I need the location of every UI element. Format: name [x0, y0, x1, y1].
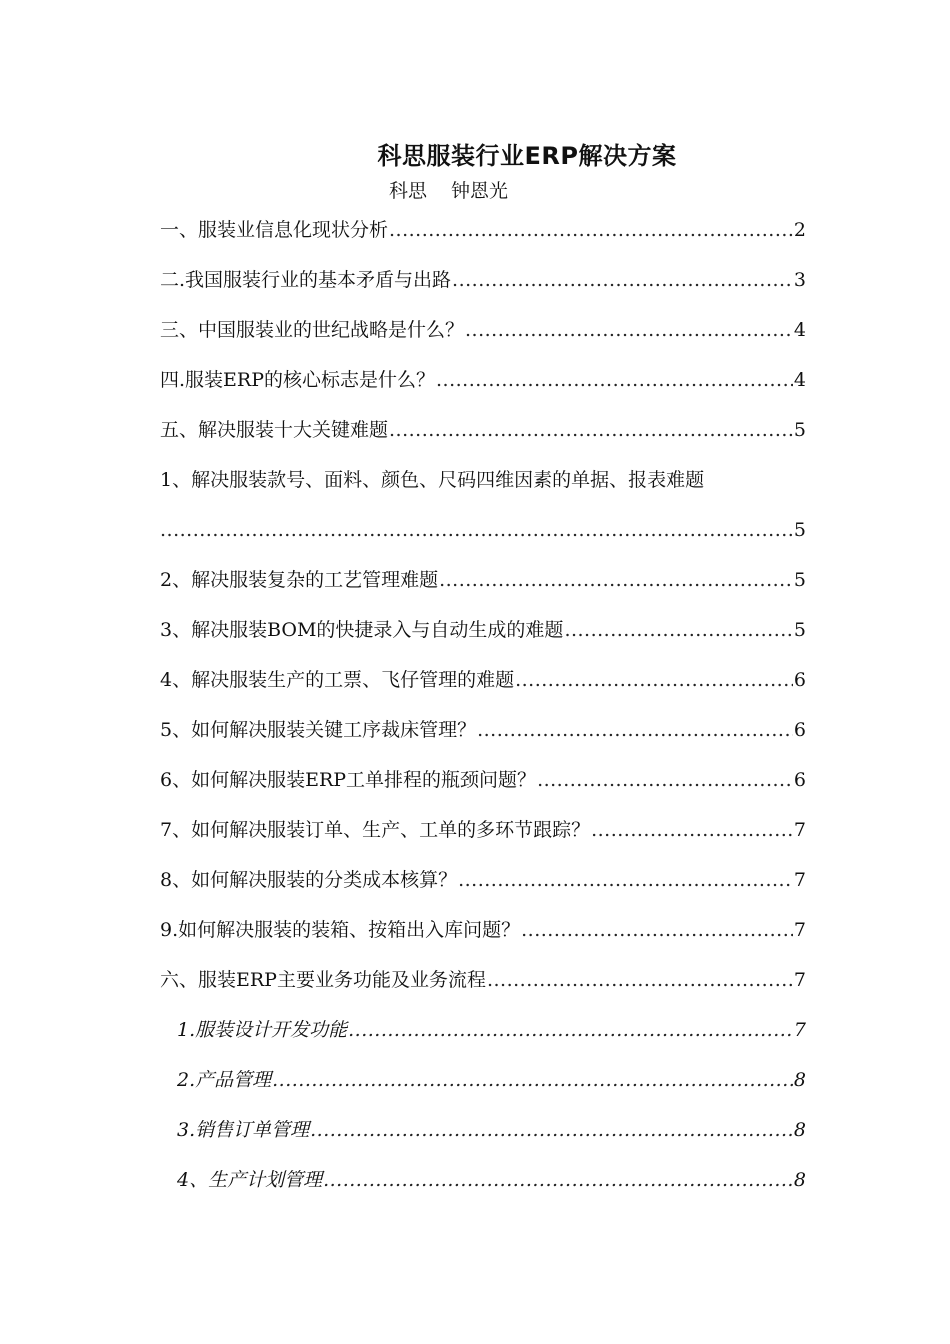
toc-entry[interactable] [160, 655, 806, 705]
toc-entry[interactable] [160, 705, 806, 755]
toc-entry-label: 2、解决服装复杂的工艺管理难题 [160, 568, 439, 591]
document-title: 科思服装行业ERP解决方案 [377, 142, 677, 170]
author-name: 钟恩光 [451, 180, 509, 202]
toc-entry[interactable] [160, 455, 806, 505]
toc-entry[interactable] [160, 805, 806, 855]
toc-entry-page: 7 [793, 818, 806, 841]
toc-entry-label: 三、中国服装业的世纪战略是什么？ [160, 318, 465, 341]
toc-entry[interactable] [160, 355, 806, 405]
toc-entry-page: 2 [793, 218, 806, 241]
document-author [389, 176, 508, 203]
toc-entry-page: 7 [793, 918, 806, 941]
toc-entry-label: 7、如何解决服装订单、生产、工单的多环节跟踪？ [160, 818, 591, 841]
toc-entry-label: 4、解决服装生产的工票、飞仔管理的难题 [160, 668, 515, 691]
author-org: 科思 [389, 180, 428, 202]
toc-entry-label: 1、解决服装款号、面料、颜色、尺码四维因素的单据、报表难题 [160, 468, 705, 491]
toc-entry-page: 4 [793, 318, 806, 341]
toc-entry[interactable] [160, 405, 806, 455]
toc-entry-page: 3 [793, 268, 806, 291]
toc-entry[interactable] [160, 955, 806, 1005]
toc-entry[interactable] [160, 305, 806, 355]
toc-entry-label: 1.服装设计开发功能 [177, 1018, 348, 1041]
toc-entry-page: 6 [793, 718, 806, 741]
toc-subentry[interactable] [160, 1105, 806, 1155]
toc-entry-label: 五、解决服装十大关键难题 [160, 418, 389, 441]
toc-entry[interactable] [160, 855, 806, 905]
toc-entry-page: 8 [793, 1068, 806, 1091]
toc-entry[interactable] [160, 905, 806, 955]
toc-entry-page: 5 [793, 568, 806, 591]
toc-entry-label: 5、如何解决服装关键工序裁床管理？ [160, 718, 477, 741]
toc-entry-label: 四.服装ERP的核心标志是什么？ [160, 368, 435, 391]
toc-entry-page: 4 [793, 368, 806, 391]
toc-entry-label: 6、如何解决服装ERP工单排程的瓶颈问题？ [160, 768, 537, 791]
toc-entry[interactable] [160, 605, 806, 655]
toc-entry-page: 6 [793, 668, 806, 691]
toc-entry-page: 5 [793, 618, 806, 641]
toc-entry-page: 5 [793, 418, 806, 441]
toc-entry-label: 3.销售订单管理 [177, 1118, 310, 1141]
toc-subentry[interactable] [160, 1005, 806, 1055]
toc-entry-continuation[interactable] [160, 505, 806, 555]
toc-entry-label: 8、如何解决服装的分类成本核算？ [160, 868, 458, 891]
toc-subentry[interactable] [160, 1155, 806, 1205]
toc-entry[interactable] [160, 555, 806, 605]
table-of-contents [160, 205, 806, 1205]
toc-entry[interactable] [160, 205, 806, 255]
toc-entry-label: 4、生产计划管理 [177, 1168, 323, 1191]
toc-entry-page: 7 [793, 868, 806, 891]
toc-entry-page: 8 [793, 1118, 806, 1141]
toc-entry-page: 6 [793, 768, 806, 791]
toc-entry-page: 8 [793, 1168, 806, 1191]
toc-entry-page: 7 [793, 968, 806, 991]
toc-entry-label: 二.我国服装行业的基本矛盾与出路 [160, 268, 452, 291]
toc-entry-page: 5 [793, 518, 806, 541]
toc-entry-page: 7 [793, 1018, 806, 1041]
toc-entry[interactable] [160, 755, 806, 805]
toc-entry-label: 一、服装业信息化现状分析 [160, 218, 389, 241]
toc-entry[interactable] [160, 255, 806, 305]
toc-entry-label: 9.如何解决服装的装箱、按箱出入库问题？ [160, 918, 521, 941]
toc-subentry[interactable] [160, 1055, 806, 1105]
toc-entry-label: 3、解决服装BOM的快捷录入与自动生成的难题 [160, 618, 564, 641]
toc-entry-label: 2.产品管理 [177, 1068, 272, 1091]
toc-entry-label: 六、服装ERP主要业务功能及业务流程 [160, 968, 486, 991]
